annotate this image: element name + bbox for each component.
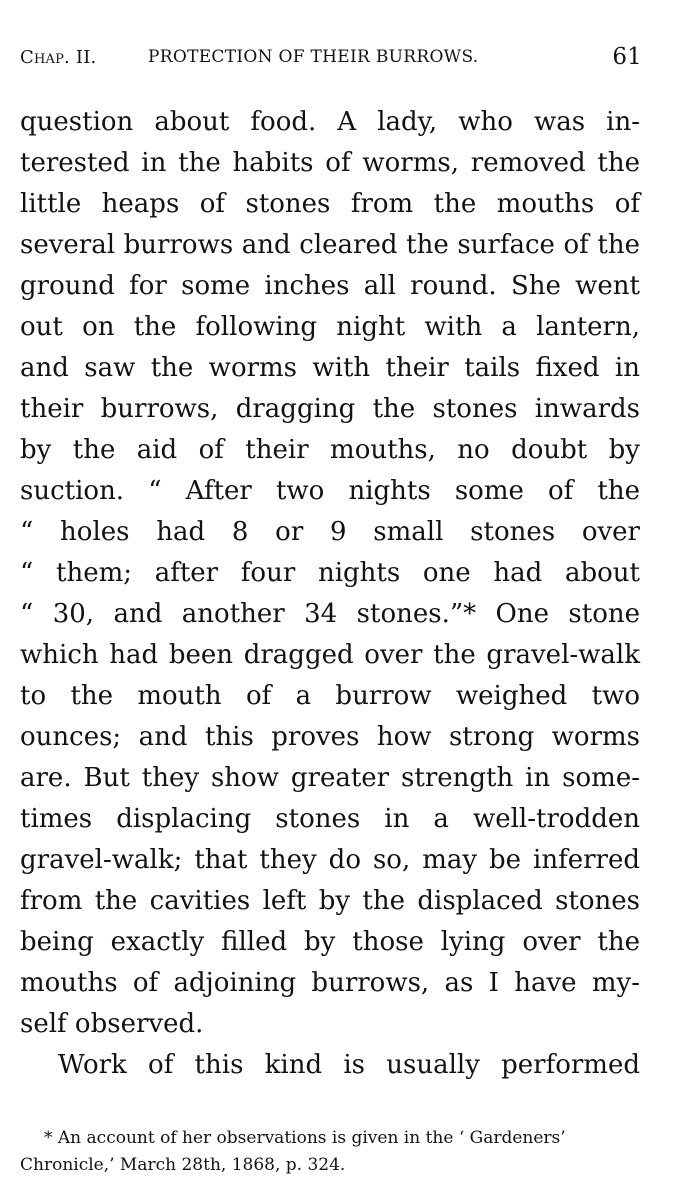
- text-line: terested in the habits of worms, removed the: [20, 148, 640, 178]
- text-line: are. But they show greater strength in some-: [20, 763, 640, 793]
- footnote-line: * An account of her observations is given in the ‘ Gardeners’: [44, 1128, 566, 1148]
- text-line: “ holes had 8 or 9 small stones over: [20, 517, 640, 547]
- text-line: by the aid of their mouths, no doubt by: [20, 435, 640, 465]
- text-line: suction. “ After two nights some of the: [20, 476, 640, 506]
- text-line: times displacing stones in a well-trodden: [20, 804, 640, 834]
- text-line: from the cavities left by the displaced stones: [20, 886, 640, 916]
- footnote-line: Chronicle,’ March 28th, 1868, p. 324.: [20, 1155, 346, 1175]
- text-line: ounces; and this proves how strong worms: [20, 722, 640, 752]
- running-header: [20, 44, 642, 76]
- text-line: question about food. A lady, who was in-: [20, 107, 640, 137]
- text-line: Work of this kind is usually performed: [58, 1050, 640, 1080]
- text-line: their burrows, dragging the stones inwards: [20, 394, 640, 424]
- text-line: “ 30, and another 34 stones.”* One stone: [20, 599, 640, 629]
- text-line: which had been dragged over the gravel-walk: [20, 640, 640, 670]
- text-line: mouths of adjoining burrows, as I have my-: [20, 968, 640, 998]
- text-line: and saw the worms with their tails fixed in: [20, 353, 640, 383]
- text-line: several burrows and cleared the surface of the: [20, 230, 640, 260]
- text-line: gravel-walk; that they do so, may be inferred: [20, 845, 640, 875]
- text-line: little heaps of stones from the mouths of: [20, 189, 640, 219]
- text-line: self observed.: [20, 1009, 204, 1039]
- text-line: to the mouth of a burrow weighed two: [20, 681, 640, 711]
- page-number: 61: [612, 44, 642, 70]
- text-line: ground for some inches all round. She went: [20, 271, 640, 301]
- chapter-label: Chap. II.: [20, 47, 97, 68]
- text-line: being exactly filled by those lying over the: [20, 927, 640, 957]
- text-line: “ them; after four nights one had about: [20, 558, 640, 588]
- running-title: PROTECTION OF THEIR BURROWS.: [148, 47, 479, 67]
- text-line: out on the following night with a lantern,: [20, 312, 640, 342]
